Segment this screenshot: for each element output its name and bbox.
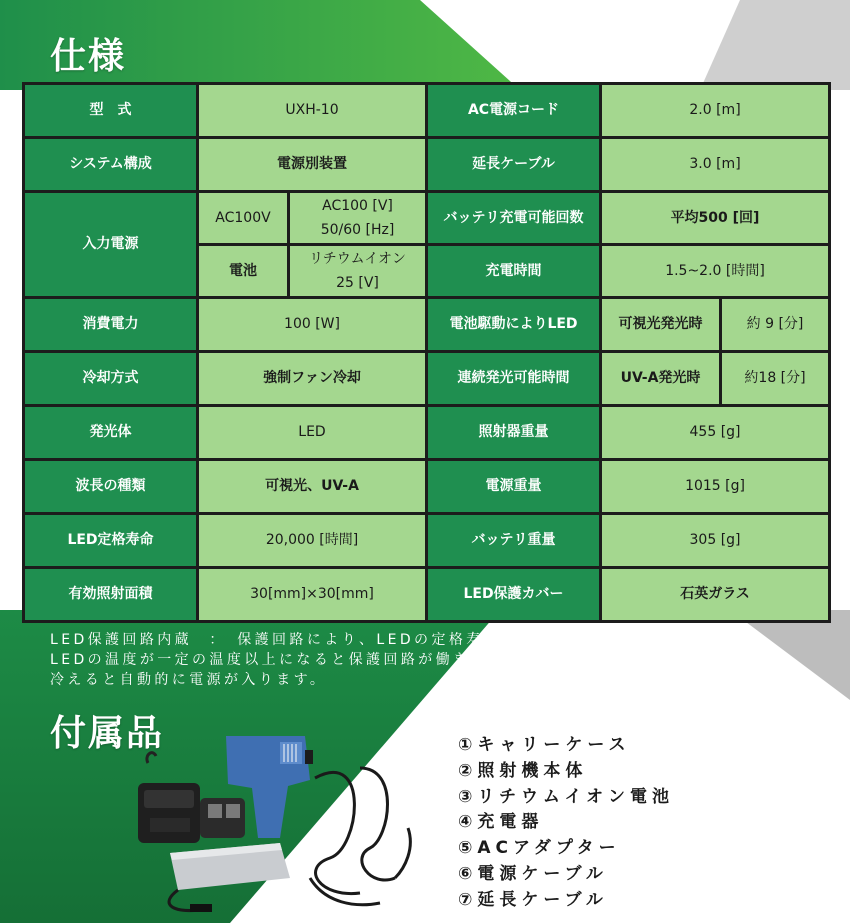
input-battery-voltage: 25 [V] [336, 275, 379, 291]
visible-light-label: 可視光発光時 [601, 298, 721, 352]
accessory-item: ②照射機本体 [458, 760, 588, 781]
battery-led-label-1: 電池駆動によりLED [427, 298, 601, 352]
charge-cycles-value: 平均500 [回] [601, 192, 830, 245]
ext-cable-value: 3.0 [m] [601, 138, 830, 192]
uva-value: 約18 [分] [721, 352, 830, 406]
wavelength-label: 波長の種類 [24, 460, 198, 514]
irradiation-area-value: 30[mm]×30[mm] [198, 568, 427, 622]
accessories-list [458, 733, 674, 914]
irradiator-weight-label: 照射器重量 [427, 406, 601, 460]
note-line-2: LEDの温度が一定の温度以上になると保護回路が働き、電源が自動的に切れます。 [50, 652, 695, 668]
led-life-value: 20,000 [時間] [198, 514, 427, 568]
irradiation-area-label: 有効照射面積 [24, 568, 198, 622]
charge-cycles-label: バッテリ充電可能回数 [427, 192, 601, 245]
cables-image [310, 768, 410, 905]
input-ac-frequency: 50/60 [Hz] [320, 222, 395, 238]
accessory-item: ①キャリーケース [458, 735, 631, 755]
note-line-3: 冷えると自動的に電源が入ります。 [50, 672, 328, 688]
ac-cord-value: 2.0 [m] [601, 84, 830, 138]
accessory-item: ⑤ACアダプター [458, 838, 621, 859]
led-cover-value: 石英ガラス [601, 568, 830, 622]
ac-cord-label: AC電源コード [427, 84, 601, 138]
emitter-label: 発光体 [24, 406, 198, 460]
power-consumption-value: 100 [W] [198, 298, 427, 352]
power-weight-value: 1015 [g] [601, 460, 830, 514]
accessory-item: ⑦延長ケーブル [458, 889, 608, 910]
charge-time-value: 1.5~2.0 [時間] [601, 245, 830, 298]
system-label: システム構成 [24, 138, 198, 192]
charge-time-label: 充電時間 [427, 245, 601, 298]
visible-light-value: 約 9 [分] [721, 298, 830, 352]
note-line-1: LED保護回路内蔵 ： 保護回路により、LEDの定格寿命を確保しています。 [50, 632, 657, 648]
system-value: 電源別装置 [198, 138, 427, 192]
spec-table [22, 82, 831, 623]
accessory-item: ⑥電源ケーブル [458, 863, 608, 884]
spec-title: 仕様 [50, 36, 127, 77]
input-ac-type: AC100V [198, 192, 289, 245]
accessory-item: ④充電器 [458, 812, 544, 833]
input-battery-value [289, 245, 427, 298]
accessory-item: ③リチウムイオン電池 [458, 786, 675, 807]
model-value: UXH-10 [198, 84, 427, 138]
cooling-value: 強制ファン冷却 [198, 352, 427, 406]
wavelength-value: 可視光、UV-A [198, 460, 427, 514]
charger-image [138, 753, 200, 843]
protection-notes [50, 630, 695, 690]
power-weight-label: 電源重量 [427, 460, 601, 514]
model-label: 型 式 [24, 84, 198, 138]
power-consumption-label: 消費電力 [24, 298, 198, 352]
battery-weight-label: バッテリ重量 [427, 514, 601, 568]
input-ac-voltage: AC100 [V] [322, 197, 393, 214]
input-battery-type: 電池 [198, 245, 289, 298]
ext-cable-label: 延長ケーブル [427, 138, 601, 192]
led-life-label: LED定格寿命 [24, 514, 198, 568]
battery-led-label-2: 連続発光可能時間 [427, 352, 601, 406]
battery-image [200, 798, 245, 838]
input-battery-kind: リチウムイオン [309, 250, 406, 267]
led-cover-label: LED保護カバー [427, 568, 601, 622]
uva-label: UV-A発光時 [601, 352, 721, 406]
accessories-photo [130, 728, 430, 918]
irradiator-weight-value: 455 [g] [601, 406, 830, 460]
power-supply-image [169, 843, 290, 912]
cooling-label: 冷却方式 [24, 352, 198, 406]
battery-weight-value: 305 [g] [601, 514, 830, 568]
emitter-value: LED [198, 406, 427, 460]
accessories-title: 付属品 [50, 713, 165, 754]
input-power-label: 入力電源 [24, 192, 198, 298]
input-ac-value [289, 192, 427, 245]
